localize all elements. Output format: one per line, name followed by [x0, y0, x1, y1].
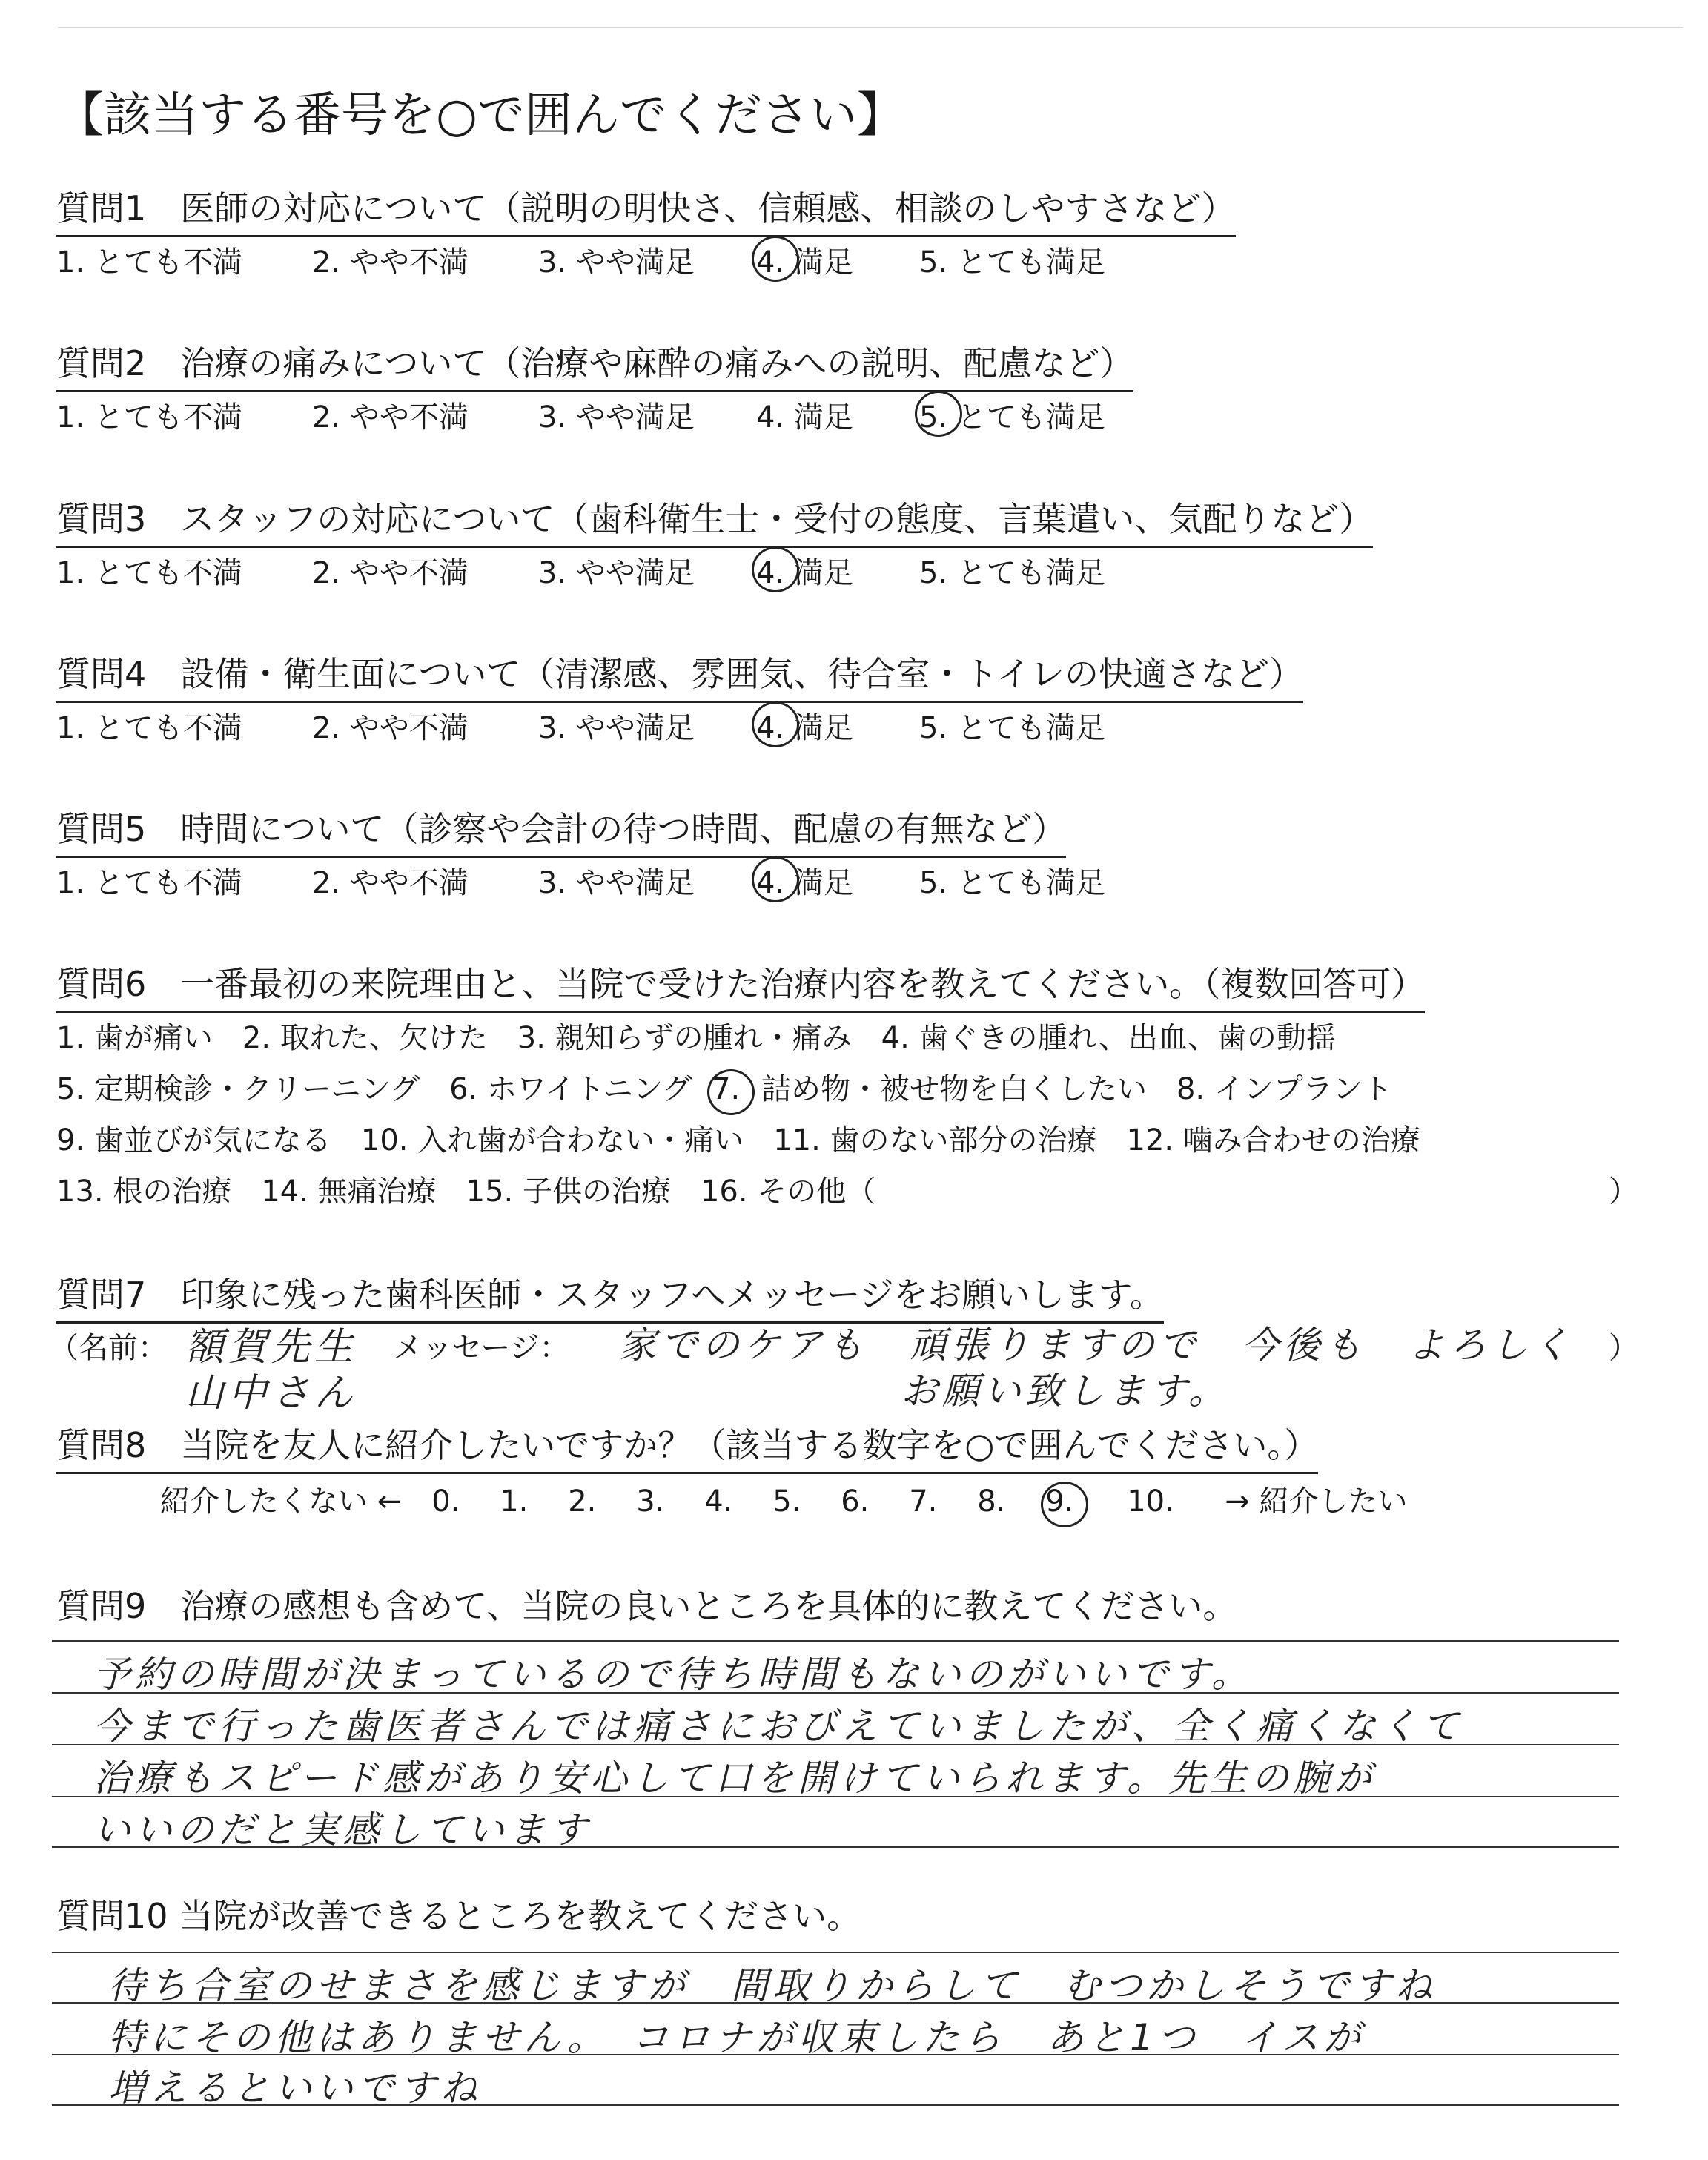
question-3-options: [56, 549, 1105, 592]
question-4-options: [56, 704, 1105, 747]
q3-option-4-selected[interactable]: 4. 満足: [756, 549, 919, 592]
q8-option-7[interactable]: 7.: [909, 1484, 938, 1519]
q4-option-3[interactable]: 3. やや満足: [538, 711, 695, 745]
top-rule: [58, 27, 1683, 28]
question-4-label: 質問4 設備・衛生面について（清潔感、雰囲気、待合室・トイレの快適さなど）: [56, 647, 1303, 703]
question-9-label: 質問9 治療の感想も含めて、当院の良いところを具体的に教えてください。: [56, 1586, 1237, 1626]
q8-option-1[interactable]: 1.: [500, 1484, 529, 1519]
q2-option-4[interactable]: 4. 満足: [756, 400, 853, 435]
q8-option-5[interactable]: 5.: [772, 1484, 801, 1519]
q10-answer-text-2: 特にその他はありません。 コロナが収束したら あと1つ イスが: [108, 2016, 1366, 2059]
q6-options-line-2a[interactable]: 5. 定期検診・クリーニング 6. ホワイトニング: [56, 1072, 692, 1106]
question-1-options: [56, 239, 1105, 281]
q6-options-line-3[interactable]: 9. 歯並びが気になる 10. 入れ歯が合わない・痛い 11. 歯のない部分の治療 12. 噛み合わせの治療: [56, 1123, 1420, 1157]
q8-option-8[interactable]: 8.: [977, 1484, 1006, 1519]
q8-option-4[interactable]: 4.: [704, 1484, 733, 1519]
q3-option-3[interactable]: 3. やや満足: [538, 556, 695, 590]
q8-option-3[interactable]: 3.: [636, 1484, 665, 1519]
q8-left-label: 紹介したくない ←: [160, 1484, 403, 1519]
q1-option-4-selected[interactable]: 4. 満足: [756, 239, 919, 281]
q4-option-4-selected[interactable]: 4. 満足: [756, 704, 919, 747]
q4-option-2[interactable]: 2. やや不満: [312, 711, 469, 745]
q5-option-3[interactable]: 3. やや満足: [538, 866, 695, 900]
q2-option-3[interactable]: 3. やや満足: [538, 400, 695, 435]
question-8-label: 質問8 当院を友人に紹介したいですか？（該当する数字を○で囲んでください。）: [56, 1418, 1318, 1474]
q3-option-2[interactable]: 2. やや不満: [312, 556, 469, 590]
q6-other-close-paren: ）: [1609, 1175, 1638, 1209]
q3-option-1[interactable]: 1. とても不満: [56, 556, 242, 590]
q7-message-handwritten-1: 家でのケアも 頑張りますので 今後も よろしく: [619, 1324, 1574, 1367]
q7-message-handwritten-2: お願い致します。: [901, 1370, 1230, 1413]
page-title: 【該当する番号を○で囲んでください】: [56, 88, 904, 143]
q1-option-2[interactable]: 2. やや不満: [312, 245, 469, 280]
q10-answer-text-3: 増えるといいですね: [108, 2067, 482, 2110]
q9-answer-text-4: いいのだと実感しています: [93, 1809, 592, 1852]
question-2-options: [56, 394, 1105, 436]
q4-option-1[interactable]: 1. とても不満: [56, 711, 242, 745]
q7-name-handwritten-2: 山中さん: [185, 1371, 358, 1416]
q8-right-label: → 紹介したい: [1225, 1484, 1408, 1519]
q10-answer-text-1: 待ち合室のせまさを感じますが 間取りからして むつかしそうですね: [108, 1964, 1437, 2007]
q9-answer-text-2: 今まで行った歯医者さんでは痛さにおびえていましたが、全く痛くなくて: [93, 1705, 1463, 1748]
q5-option-4-selected[interactable]: 4. 満足: [756, 859, 919, 902]
q9-answer-text-1: 予約の時間が決まっているので待ち時間もないのがいいです。: [93, 1653, 1253, 1696]
q7-message-label: メッセージ：: [393, 1331, 569, 1365]
question-6-label: 質問6 一番最初の来院理由と、当院で受けた治療内容を教えてください。（複数回答可）: [56, 957, 1425, 1013]
q5-option-1[interactable]: 1. とても不満: [56, 866, 242, 900]
question-1-label: 質問1 医師の対応について（説明の明快さ、信頼感、相談のしやすさなど）: [56, 182, 1236, 237]
q2-option-1[interactable]: 1. とても不満: [56, 400, 242, 435]
q2-option-2[interactable]: 2. やや不満: [312, 400, 469, 435]
question-7-label: 質問7 印象に残った歯科医師・スタッフへメッセージをお願いします。: [56, 1268, 1164, 1324]
question-2-label: 質問2 治療の痛みについて（治療や麻酔の痛みへの説明、配慮など）: [56, 337, 1133, 392]
q7-close-paren: ）: [1609, 1331, 1638, 1365]
q5-option-2[interactable]: 2. やや不満: [312, 866, 469, 900]
question-3-label: 質問3 スタッフの対応について（歯科衛生士・受付の態度、言葉遣い、気配りなど）: [56, 492, 1373, 548]
q8-option-2[interactable]: 2.: [568, 1484, 597, 1519]
q8-option-9-selected[interactable]: 9.: [1045, 1484, 1127, 1519]
q1-option-3[interactable]: 3. やや満足: [538, 245, 695, 280]
q6-options-line-4[interactable]: 13. 根の治療 14. 無痛治療 15. 子供の治療 16. その他（: [56, 1175, 876, 1209]
q9-answer-line-1: [52, 1640, 1619, 1642]
q6-options-line-2c[interactable]: 詰め物・被せ物を白くしたい 8. インプラント: [761, 1072, 1392, 1106]
q7-name-label: （名前：: [49, 1331, 168, 1365]
q2-option-5-selected[interactable]: 5. とても満足: [919, 394, 1105, 436]
q10-answer-line-1: [52, 1952, 1619, 1953]
q6-options-line-2[interactable]: [56, 1066, 1392, 1108]
q1-option-1[interactable]: 1. とても不満: [56, 245, 242, 280]
q6-option-7-selected[interactable]: 7.: [712, 1072, 741, 1106]
q4-option-5[interactable]: 5. とても満足: [919, 711, 1105, 745]
q6-options-line-1[interactable]: 1. 歯が痛い 2. 取れた、欠けた 3. 親知らずの腫れ・痛み 4. 歯ぐきの腫れ、出血、歯の動揺: [56, 1021, 1336, 1055]
question-10-label: 質問10 当院が改善できるところを教えてください。: [56, 1896, 861, 1936]
q8-option-0[interactable]: 0.: [431, 1484, 460, 1519]
q8-option-10[interactable]: 10.: [1127, 1484, 1174, 1519]
q3-option-5[interactable]: 5. とても満足: [919, 556, 1105, 590]
q5-option-5[interactable]: 5. とても満足: [919, 866, 1105, 900]
q8-scale: [160, 1478, 1407, 1520]
question-5-label: 質問5 時間について（診察や会計の待つ時間、配慮の有無など）: [56, 802, 1066, 858]
question-5-options: [56, 859, 1105, 902]
q8-option-6[interactable]: 6.: [841, 1484, 870, 1519]
q7-name-handwritten-1: 額賀先生: [185, 1325, 358, 1370]
q1-option-5[interactable]: 5. とても満足: [919, 245, 1105, 280]
q9-answer-text-3: 治療もスピード感があり安心して口を開けていられます。先生の腕が: [93, 1757, 1376, 1800]
